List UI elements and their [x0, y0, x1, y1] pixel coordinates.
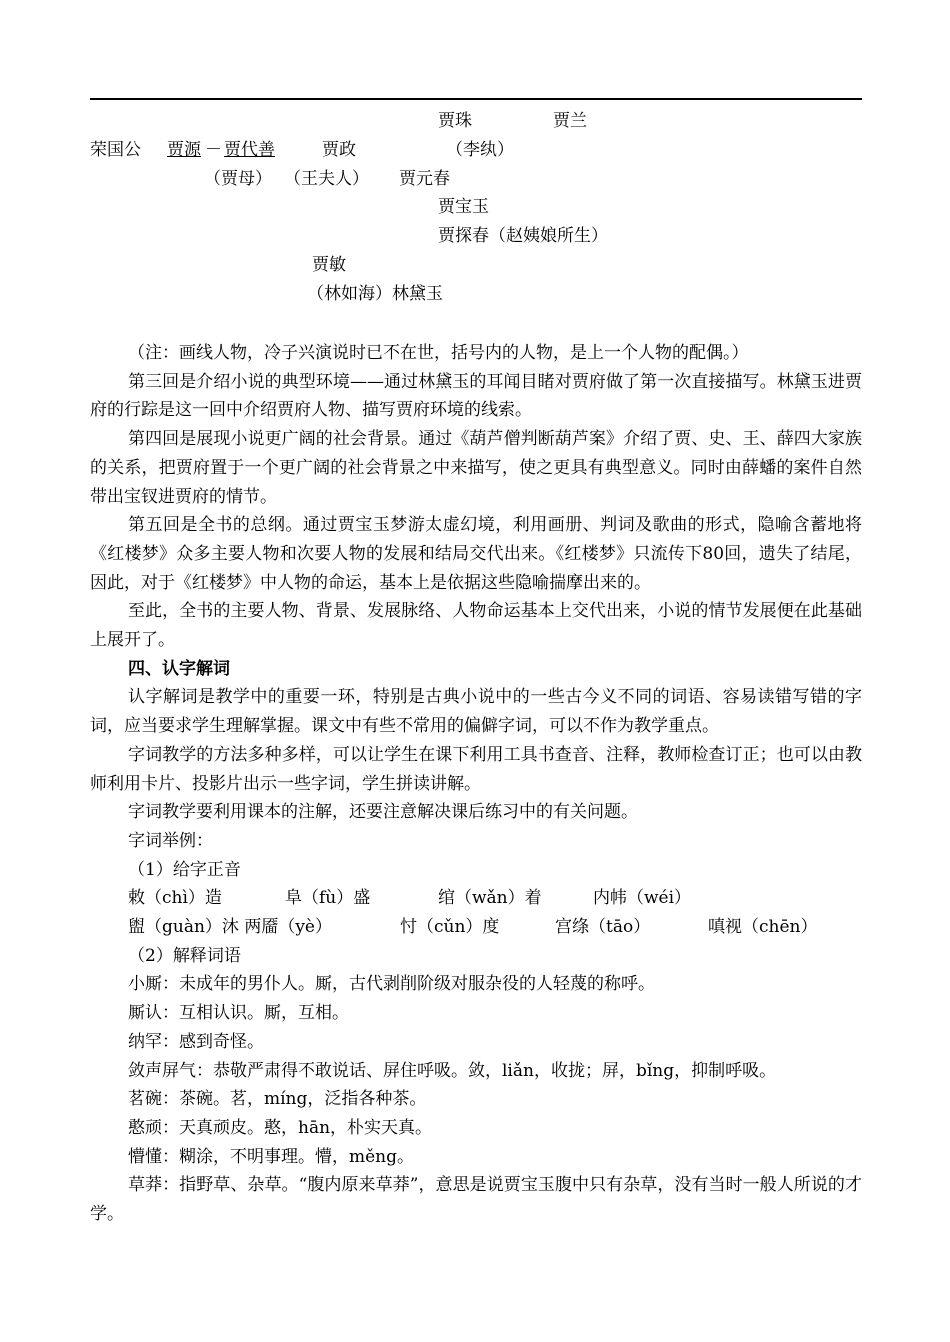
section-heading: 四、认字解词: [128, 658, 230, 679]
tree-jia-zhu: 贾珠: [438, 111, 472, 131]
paragraph-teaching-method: 字词教学的方法多种多样，可以让学生在课下利用工具书查音、注释，教师检查订正；也可以由教师利用卡片、投影片出示一些字词，学生拼读讲解。: [90, 744, 862, 794]
pinyin-item: 宫绦（tāo）: [555, 917, 651, 938]
pinyin-row: [90, 884, 862, 913]
pinyin-item: 内帏（wéi）: [593, 888, 692, 909]
pinyin-item: 嗔视（chēn）: [708, 917, 818, 938]
pinyin-row: [90, 913, 862, 942]
paragraph-chapter4: 第四回是展现小说更广阔的社会背景。通过《葫芦僧判断葫芦案》介绍了贾、史、王、薛四大家族的关系，把贾府置于一个更广阔的社会背景之中来描写，使之更具有典型意义。同时由薛蟠的案件自然带出宝钗进贾府的情节。: [90, 429, 862, 507]
tree-lin-ruhai-daiyu: （林如海）林黛玉: [307, 284, 443, 304]
definition-item: 懵懂：糊涂，不明事理。懵，měng。: [128, 1146, 415, 1167]
pinyin-item: 绾（wǎn）着: [438, 888, 542, 909]
paragraph-summary: 至此，全书的主要人物、背景、发展脉络、人物命运基本上交代出来，小说的情节发展便在此基础上展开了。: [90, 601, 862, 651]
definition-item: 憨顽：天真顽皮。憨，hān，朴实天真。: [128, 1117, 433, 1138]
pinyin-item: 盥（guàn）沐 两靥（yè）: [128, 917, 332, 938]
document-body: [90, 339, 862, 1229]
header-rule: [90, 98, 862, 100]
subheading-pronunciation: （1）给字正音: [128, 859, 241, 880]
tree-jia-lan: 贾兰: [553, 111, 587, 131]
tree-note: （注：画线人物，冷子兴演说时已不在世，括号内的人物，是上一个人物的配偶。）: [128, 343, 749, 363]
tree-jia-daishan: 贾代善: [224, 140, 275, 160]
tree-wang-furen: （王夫人）: [284, 169, 369, 189]
paragraph-annotations: 字词教学要利用课本的注解，还要注意解决课后练习中的有关问题。: [128, 802, 638, 823]
tree-jia-mu: （贾母）: [204, 169, 272, 189]
definition-item: 小厮：未成年的男仆人。厮，古代剥削阶级对服杂役的人轻蔑的称呼。: [128, 974, 655, 995]
definition-item: 厮认：互相认识。厮，互相。: [128, 1003, 349, 1024]
definition-item: 草莽：指野草、杂草。“腹内原来草莽”，意思是说贾宝玉腹中只有杂草，没有当时一般人所说的才学。: [90, 1175, 862, 1225]
tree-jia-yuanchun: 贾元春: [399, 169, 450, 189]
subheading-definitions: （2）解释词语: [128, 945, 241, 966]
pinyin-item: 阜（fù）盛: [285, 888, 371, 909]
definition-item: 敛声屏气：恭敬严肃得不敢说话、屏住呼吸。敛，liǎn，收拢；屏，bǐng，抑制呼吸。: [128, 1060, 777, 1081]
paragraph-word-study: 认字解词是教学中的重要一环，特别是古典小说中的一些古今义不同的词语、容易读错写错的字词，应当要求学生理解掌握。课文中有些不常用的偏僻字词，可以不作为教学重点。: [90, 687, 862, 737]
paragraph-examples: 字词举例：: [128, 830, 213, 851]
pinyin-item: 忖（cǔn）度: [400, 917, 500, 938]
tree-rongguogong: 荣国公: [90, 140, 141, 160]
tree-jia-baoyu: 贾宝玉: [438, 197, 489, 217]
tree-dash: －: [205, 140, 222, 160]
definition-item: 茗碗：茶碗。茗，míng，泛指各种茶。: [128, 1089, 427, 1110]
tree-li-wan: （李纨）: [446, 140, 514, 160]
pinyin-item: 敕（chì）造: [128, 888, 222, 909]
paragraph-chapter3: 第三回是介绍小说的典型环境——通过林黛玉的耳闻目睹对贾府做了第一次直接描写。林黛玉进贾府的行踪是这一回中介绍贾府人物、描写贾府环境的线索。: [90, 371, 862, 421]
definition-item: 纳罕：感到奇怪。: [128, 1031, 264, 1052]
tree-jia-yuan: 贾源: [167, 140, 201, 160]
tree-jia-zheng: 贾政: [322, 140, 356, 160]
tree-jia-min: 贾敏: [312, 255, 346, 275]
paragraph-chapter5: 第五回是全书的总纲。通过贾宝玉梦游太虚幻境，利用画册、判词及歌曲的形式，隐喻含蓄地将《红楼梦》众多主要人物和次要人物的发展和结局交代出来。《红楼梦》只流传下80回，遗失了结尾，因此，对于《红楼梦》中人物的命运，基本上是依据这些隐喻揣摩出来的。: [90, 515, 862, 593]
tree-jia-tanchun: 贾探春（赵姨娘所生）: [438, 226, 608, 246]
